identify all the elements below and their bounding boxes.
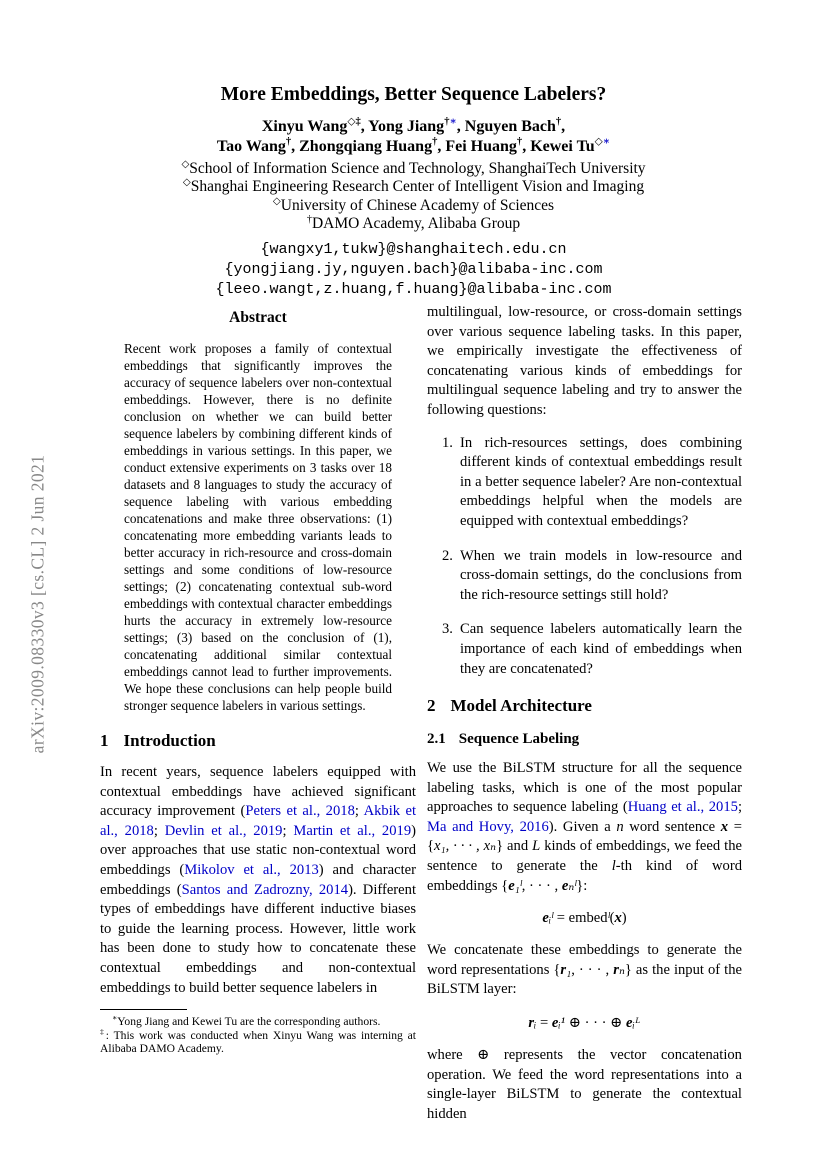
text-segment: , Kewei Tu [522,137,595,155]
text-segment: In recent years, sequence labelers equipped with contextual embeddings have achieved significant accuracy improvement ( [100,764,416,820]
text-segment: e [626,1015,633,1032]
text-segment: ᵢᴸ [632,1015,641,1032]
text-segment: ) [621,910,627,927]
citation-link[interactable]: Mikolov et al., 2013 [184,861,319,878]
text-segment: x₁, · · · , xₙ [434,838,497,855]
list-item [427,620,742,679]
text-segment: }: [576,877,588,894]
text-segment: † [306,214,312,226]
text-segment: ). Given a [548,818,617,835]
text-segment: ₙ [618,961,625,978]
text-segment: ⊕ · · · ⊕ [565,1015,626,1032]
text-segment: ) over approaches that use static non-contextual word embeddings ( [100,822,416,878]
text-segment: ᵢˡ [548,910,554,927]
text-segment: ◇ [594,136,603,148]
section-1-heading [100,731,416,751]
list-item [427,547,742,606]
affiliation-damo [0,215,827,233]
text-segment: ( [609,910,615,927]
footnote-rule [100,1009,187,1010]
text-segment: represents the vector concatenation operation. We feed the word representations into a single-layer BiLSTM to generate the contextual hidden [427,1047,742,1122]
text-segment: r [613,961,619,978]
list-item-number: 3. [442,621,453,638]
citation-link[interactable]: Huang et al., 2015 [627,799,738,816]
section-2-heading [427,696,742,716]
text-segment: University of Chinese Academy of Sciences [280,196,555,214]
text-segment: , Nguyen Bach [456,118,556,135]
text-segment: x [720,818,729,835]
text-segment: Yong Jiang and Kewei Tu are the corresponding authors. [117,1015,381,1029]
text-segment: ˡ [607,910,610,927]
citation-link[interactable]: Ma and Hovy, 2016 [427,818,549,835]
text-segment: ). Different types of embeddings have different inductive biases to guide the learning process. However, little work has been done to study how to concatenate these contextual embeddings and non-contextual embeddings to build better sequence labelers in [100,881,417,996]
text-segment: L [532,838,541,855]
abstract-section [100,303,416,714]
seq-labeling-paragraph-2 [427,941,742,1000]
paper-title: More Embeddings, Better Sequence Labelers? [220,84,607,105]
affiliation-ucas [0,197,827,215]
equation-embed [427,910,742,927]
text-segment: } as the input of the BiLSTM layer: [427,961,743,998]
text-segment: We use the BiLSTM structure for all the sequence labeling tasks, which is one of the most popular approaches to sequence labeling ( [427,760,742,816]
text-segment: ; [354,803,364,820]
text-segment: Xinyu Wang [261,118,348,135]
paper-header [0,0,827,300]
seq-labeling-paragraph-1 [427,759,742,896]
text-segment: , [561,118,566,135]
author-line-2 [0,137,827,157]
text-segment: Tao Wang [216,137,286,155]
list-item-text: Can sequence labelers automatically learn the importance of each kind of embeddings when they are concatenated? [460,621,742,677]
text-segment: ∗ [112,1013,118,1023]
footnote-internship [100,1026,416,1056]
text-segment: r [528,1015,535,1032]
text-segment: = [536,1015,552,1032]
text-segment: , Zhongqiang Huang [291,137,433,155]
text-segment: ₁ [566,961,572,978]
text-segment: † [285,136,292,148]
list-item-number: 1. [442,434,453,451]
text-segment: † [516,136,523,148]
emails-block [0,240,827,300]
text-segment: School of Information Science and Technology, ShanghaiTech University [189,160,646,177]
affiliation-shanghai-center [0,178,827,196]
text-segment: ) and character embeddings ( [100,861,416,898]
text-segment: -th kind of word embeddings { [427,858,742,894]
text-segment: † [432,136,438,148]
text-segment: , Yong Jiang [360,118,445,135]
text-segment: Shanghai Engineering Research Center of Intelligent Vision and Imaging [190,178,645,196]
email-line-shanghaitech: {wangxy1,tukw}@shanghaitech.edu.cn [260,240,567,258]
research-questions-list [427,434,742,680]
citation-link[interactable]: Santos and Zadrozny, 2014 [181,881,349,898]
left-column [100,303,416,1055]
section-2-1-title: Sequence Labeling [458,731,580,748]
text-segment: e [508,877,515,894]
footnote-marker-link[interactable]: ∗ [602,136,611,148]
text-segment: : This work was conducted when Xinyu Wang was interning at Alibaba DAMO Academy. [100,1028,416,1055]
text-segment: = embed [553,910,608,927]
intro-paragraph [100,763,416,998]
author-line-1 [0,117,827,137]
arxiv-watermark: arXiv:2009.08330v3 [cs.CL] 2 Jun 2021 [27,454,48,754]
text-segment: l [611,858,616,875]
text-segment: e [542,910,549,927]
text-segment: ⊕ [477,1047,490,1064]
text-segment: ◇‡ [347,116,361,128]
text-segment: ₙˡ [568,877,577,894]
section-2-1-number: 2.1 [427,731,446,748]
text-segment: e [551,1015,559,1032]
text-segment: ◇ [181,158,190,170]
list-item-text: In rich-resources settings, does combining different kinds of contextual embeddings result in a better sequence labeler? Are non-contextual embeddings helpful when the models are equipped with contextual embeddings? [460,434,742,529]
section-1-title: Introduction [123,731,216,750]
text-segment: where [427,1047,478,1064]
citation-link[interactable]: Akbik et al., 2018 [100,803,417,839]
list-item-text: When we train models in low-resource and cross-domain settings, do the conclusions from the rich-resource settings still hold? [460,547,742,603]
right-column [427,303,742,1124]
citation-link[interactable]: Peters et al., 2018 [245,803,355,820]
text-segment: † [444,116,450,128]
text-segment: ; [153,822,165,839]
text-segment: ᵢ [534,1015,537,1032]
text-segment: We concatenate these embeddings to generate the word representations { [427,942,742,978]
text-segment: ᵢ¹ [558,1015,566,1032]
text-segment: word sentence [623,818,721,835]
footnote-corresponding-authors [100,1015,416,1028]
text-segment: , · · · , [521,877,562,894]
text-segment: e [561,877,569,894]
text-segment: ₁ˡ [514,877,522,894]
affiliation-shanghaitech [0,160,827,178]
seq-labeling-paragraph-3 [427,1046,742,1124]
intro-continuation-paragraph: multilingual, low-resource, or cross-domain settings over various sequence labeling tasks. In this paper, we empirically investigate the effectiveness of concatenating various kinds of embeddings for multilingual sequence labeling and try to answer the following questions: [427,304,742,418]
text-segment: kinds of embeddings, we feed the sentence to generate the [427,838,742,875]
abstract-text: Recent work proposes a family of contextual embeddings that significantly improves the accuracy of sequence labelers over non-contextual embeddings. However, there is no definite conclusion on whether we can build better sequence labelers by combining different kinds of embeddings in various settings. In this paper, we conduct extensive experiments on 3 tasks over 18 datasets and 8 languages to study the accuracy of sequence labeling with various embedding concatenations and make three observations: (1) concatenating more embedding variants leads to better accuracy in rich-resource and cross-domain settings and some conditions of low-resource settings; (2) concatenating contextual sub-word embeddings with contextual character embeddings hurts the accuracy in extremely low-resource settings; (3) based on the conclusion of (1), concatenating additional similar contextual embeddings cannot lead to further improvements. We hope these conclusions can help people build stronger sequence labelers in various settings. [124,341,392,713]
text-segment: = { [427,818,742,855]
text-segment: n [616,818,624,835]
affiliations-block [0,160,827,234]
section-2-number: 2 [427,696,436,716]
text-segment: ; [737,799,742,816]
citation-link[interactable]: Martin et al., 2019 [293,822,412,839]
email-line-alibaba-1: {yongjiang.jy,nguyen.bach}@alibaba-inc.com [224,260,603,278]
text-segment: r [560,961,567,978]
list-item [427,434,742,532]
text-segment: } and [496,838,533,855]
text-segment: † [555,116,562,128]
text-segment: ◇ [182,177,191,189]
section-2-1-heading [427,731,742,748]
text-segment: x [614,910,622,927]
text-segment: ‡ [100,1026,106,1036]
abstract-heading: Abstract [229,309,287,326]
footnote-marker-link[interactable]: ∗ [449,116,457,128]
equation-concatenation [427,1014,742,1032]
text-segment: , · · · , [571,961,614,978]
section-1-number: 1 [100,731,109,750]
text-segment: ◇ [272,195,281,207]
email-line-alibaba-2: {leeo.wangt,z.huang,f.huang}@alibaba-inc.com [215,280,612,298]
text-segment: ; [282,822,294,839]
text-segment: , Fei Huang [437,137,517,155]
section-2-title: Model Architecture [450,696,592,716]
citation-link[interactable]: Devlin et al., 2019 [164,822,283,839]
text-segment: DAMO Academy, Alibaba Group [311,215,521,233]
list-item-number: 2. [442,547,453,564]
